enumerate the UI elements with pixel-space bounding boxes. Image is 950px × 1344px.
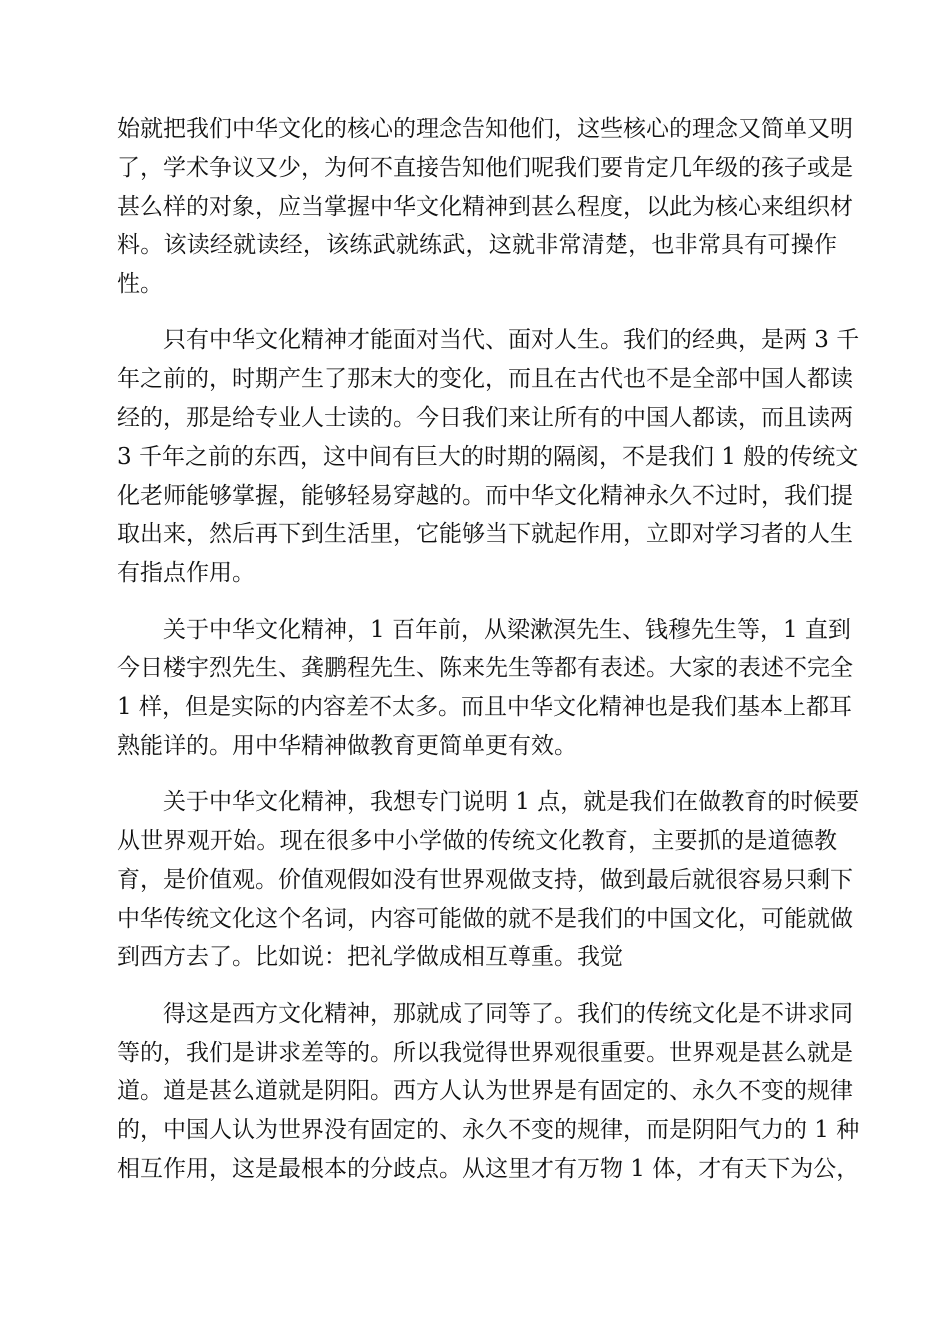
paragraph-3 <box>117 611 853 766</box>
text-line: 关于中华文化精神，我想专门说明 1 点，就是我们在做教育的时候要 <box>117 789 860 816</box>
text-line: 关于中华文化精神，1 百年前，从梁漱溟先生、钱穆先生等，1 直到 <box>117 616 851 643</box>
paragraph-4 <box>117 783 860 977</box>
text-line: 取出来，然后再下到生活里，它能够当下就起作用，立即对学习者的人生 <box>117 521 853 548</box>
text-line: 等的，我们是讲求差等的。所以我觉得世界观很重要。世界观是甚么就是 <box>117 1039 853 1066</box>
text-line: 相互作用，这是最根本的分歧点。从这里才有万物 1 体，才有天下为公， <box>117 1155 860 1182</box>
text-line: 得这是西方文化精神，那就成了同等了。我们的传统文化是不讲求同 <box>117 1000 853 1027</box>
text-line: 道。道是甚么道就是阴阳。西方人认为世界是有固定的、永久不变的规律 <box>117 1078 853 1105</box>
paragraph-1 <box>117 110 853 304</box>
text-line: 经的，那是给专业人士读的。今日我们来让所有的中国人都读，而且读两 <box>117 405 853 432</box>
text-line: 熟能详的。用中华精神做教育更简单更有效。 <box>117 732 577 759</box>
document-page <box>117 110 860 1206</box>
text-line: 今日楼宇烈先生、龚鹏程先生、陈来先生等都有表述。大家的表述不完全 <box>117 655 853 682</box>
text-line: 料。该读经就读经，该练武就练武，这就非常清楚，也非常具有可操作 <box>117 232 837 259</box>
text-line: 3 千年之前的东西，这中间有巨大的时期的隔阂，不是我们 1 般的传统文 <box>117 443 859 470</box>
text-line: 性。 <box>117 271 163 298</box>
paragraph-2 <box>117 321 860 593</box>
text-line: 只有中华文化精神才能面对当代、面对人生。我们的经典，是两 3 千 <box>117 327 860 354</box>
text-line: 中华传统文化这个名词，内容可能做的就不是我们的中国文化，可能就做 <box>117 905 853 932</box>
paragraph-5 <box>117 995 860 1189</box>
text-line: 化老师能够掌握，能够轻易穿越的。而中华文化精神永久不过时，我们提 <box>117 482 853 509</box>
text-line: 育，是价值观。价值观假如没有世界观做支持，做到最后就很容易只剩下 <box>117 866 853 893</box>
text-line: 1 样，但是实际的内容差不太多。而且中华文化精神也是我们基本上都耳 <box>117 694 852 721</box>
text-line: 始就把我们中华文化的核心的理念告知他们，这些核心的理念又简单又明 <box>117 116 853 142</box>
text-line: 有指点作用。 <box>117 560 255 587</box>
text-line: 的，中国人认为世界没有固定的、永久不变的规律，而是阴阳气力的 1 种 <box>117 1117 860 1144</box>
text-line: 年之前的，时期产生了那末大的变化，而且在古代也不是全部中国人都读 <box>117 366 853 393</box>
text-line: 从世界观开始。现在很多中小学做的传统文化教育，主要抓的是道德教 <box>117 828 837 855</box>
text-line: 到西方去了。比如说：把礼学做成相互尊重。我觉 <box>117 944 623 971</box>
text-line: 甚么样的对象，应当掌握中华文化精神到甚么程度，以此为核心来组织材 <box>117 193 853 220</box>
text-line: 了，学术争议又少，为何不直接告知他们呢我们要肯定几年级的孩子或是 <box>117 154 853 181</box>
